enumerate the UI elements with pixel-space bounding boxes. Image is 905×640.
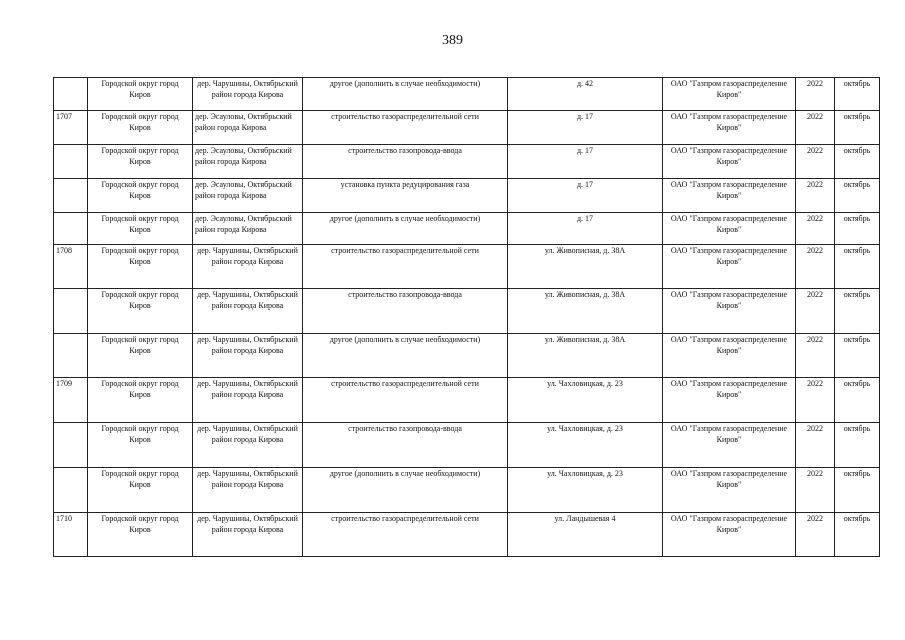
organization-cell: ОАО "Газпром газораспределение Киров" bbox=[663, 179, 796, 213]
municipality-cell: Городской округ город Киров bbox=[88, 513, 193, 557]
work-type-cell: строительство газопровода-ввода bbox=[303, 423, 508, 468]
organization-cell: ОАО "Газпром газораспределение Киров" bbox=[663, 378, 796, 423]
month-cell: октябрь bbox=[835, 423, 880, 468]
month-cell: октябрь bbox=[835, 289, 880, 334]
address-cell: д. 17 bbox=[508, 145, 663, 179]
locality-text: дер. Чарушины, Октябрьский район города Кирова bbox=[197, 424, 298, 444]
locality-text: дер. Чарушины, Октябрьский район города Кирова bbox=[197, 246, 298, 266]
year-cell: 2022 bbox=[796, 111, 835, 145]
locality-cell bbox=[193, 378, 303, 423]
table-row bbox=[54, 245, 880, 289]
row-number-cell: 1707 bbox=[54, 111, 88, 145]
locality-cell bbox=[193, 468, 303, 513]
table-row bbox=[54, 179, 880, 213]
address-cell: д. 17 bbox=[508, 213, 663, 245]
municipality-cell: Городской округ город Киров bbox=[88, 111, 193, 145]
row-number-cell bbox=[54, 289, 88, 334]
row-number-cell: 1709 bbox=[54, 378, 88, 423]
organization-cell: ОАО "Газпром газораспределение Киров" bbox=[663, 78, 796, 111]
row-number-cell bbox=[54, 179, 88, 213]
table-row bbox=[54, 378, 880, 423]
locality-cell bbox=[193, 179, 303, 213]
locality-cell bbox=[193, 423, 303, 468]
row-number-cell bbox=[54, 468, 88, 513]
month-cell: октябрь bbox=[835, 513, 880, 557]
locality-cell bbox=[193, 145, 303, 179]
row-number-cell: 1708 bbox=[54, 245, 88, 289]
municipality-cell: Городской округ город Киров bbox=[88, 245, 193, 289]
municipality-cell: Городской округ город Киров bbox=[88, 334, 193, 378]
work-type-cell: строительство газопровода-ввода bbox=[303, 289, 508, 334]
row-number-cell bbox=[54, 334, 88, 378]
municipality-cell: Городской округ город Киров bbox=[88, 145, 193, 179]
table-row bbox=[54, 213, 880, 245]
organization-cell: ОАО "Газпром газораспределение Киров" bbox=[663, 145, 796, 179]
table-row bbox=[54, 78, 880, 111]
year-cell: 2022 bbox=[796, 334, 835, 378]
year-cell: 2022 bbox=[796, 513, 835, 557]
address-cell: д. 17 bbox=[508, 179, 663, 213]
table-row bbox=[54, 468, 880, 513]
address-cell: ул. Живописная, д. 38А bbox=[508, 334, 663, 378]
month-cell: октябрь bbox=[835, 145, 880, 179]
locality-text: дер. Эсауловы, Октябрьский район города Кирова bbox=[195, 146, 292, 166]
table-row bbox=[54, 145, 880, 179]
organization-cell: ОАО "Газпром газораспределение Киров" bbox=[663, 245, 796, 289]
locality-cell bbox=[193, 111, 303, 145]
year-cell: 2022 bbox=[796, 423, 835, 468]
municipality-cell: Городской округ город Киров bbox=[88, 423, 193, 468]
address-cell: ул. Чахловицкая, д. 23 bbox=[508, 378, 663, 423]
table-body bbox=[54, 78, 880, 557]
year-cell: 2022 bbox=[796, 145, 835, 179]
locality-text: дер. Чарушины, Октябрьский район города Кирова bbox=[197, 79, 298, 99]
work-type-cell: другое (дополнить в случае необходимости) bbox=[303, 213, 508, 245]
table-row bbox=[54, 334, 880, 378]
organization-cell: ОАО "Газпром газораспределение Киров" bbox=[663, 111, 796, 145]
locality-cell bbox=[193, 245, 303, 289]
table-row bbox=[54, 111, 880, 145]
year-cell: 2022 bbox=[796, 468, 835, 513]
municipality-cell: Городской округ город Киров bbox=[88, 289, 193, 334]
row-number-cell bbox=[54, 78, 88, 111]
locality-text: дер. Чарушины, Октябрьский район города Кирова bbox=[197, 290, 298, 310]
organization-cell: ОАО "Газпром газораспределение Киров" bbox=[663, 213, 796, 245]
row-number-cell bbox=[54, 145, 88, 179]
locality-text: дер. Чарушины, Октябрьский район города Кирова bbox=[197, 335, 298, 355]
locality-text: дер. Чарушины, Октябрьский район города Кирова bbox=[197, 514, 298, 534]
locality-text: дер. Чарушины, Октябрьский район города Кирова bbox=[197, 469, 298, 489]
table-row bbox=[54, 423, 880, 468]
work-type-cell: строительство газораспределительной сети bbox=[303, 111, 508, 145]
work-type-cell: другое (дополнить в случае необходимости) bbox=[303, 334, 508, 378]
work-type-cell: другое (дополнить в случае необходимости) bbox=[303, 468, 508, 513]
year-cell: 2022 bbox=[796, 78, 835, 111]
locality-text: дер. Эсауловы, Октябрьский район города Кирова bbox=[195, 214, 292, 234]
work-type-cell: строительство газораспределительной сети bbox=[303, 245, 508, 289]
municipality-cell: Городской округ город Киров bbox=[88, 78, 193, 111]
address-cell: ул. Живописная, д. 38А bbox=[508, 245, 663, 289]
work-type-cell: строительство газопровода-ввода bbox=[303, 145, 508, 179]
month-cell: октябрь bbox=[835, 78, 880, 111]
table-row bbox=[54, 513, 880, 557]
row-number-cell bbox=[54, 423, 88, 468]
work-type-cell: другое (дополнить в случае необходимости) bbox=[303, 78, 508, 111]
locality-cell bbox=[193, 513, 303, 557]
municipality-cell: Городской округ город Киров bbox=[88, 378, 193, 423]
municipality-cell: Городской округ город Киров bbox=[88, 213, 193, 245]
locality-cell bbox=[193, 334, 303, 378]
address-cell: д. 42 bbox=[508, 78, 663, 111]
work-type-cell: строительство газораспределительной сети bbox=[303, 513, 508, 557]
locality-text: дер. Эсауловы, Октябрьский район города Кирова bbox=[195, 112, 292, 132]
municipality-cell: Городской округ город Киров bbox=[88, 179, 193, 213]
locality-text: дер. Эсауловы, Октябрьский район города Кирова bbox=[195, 180, 292, 200]
address-cell: ул. Чахловицкая, д. 23 bbox=[508, 468, 663, 513]
data-table bbox=[53, 77, 880, 557]
locality-text: дер. Чарушины, Октябрьский район города Кирова bbox=[197, 379, 298, 399]
organization-cell: ОАО "Газпром газораспределение Киров" bbox=[663, 513, 796, 557]
month-cell: октябрь bbox=[835, 179, 880, 213]
address-cell: ул. Чахловицкая, д. 23 bbox=[508, 423, 663, 468]
month-cell: октябрь bbox=[835, 334, 880, 378]
month-cell: октябрь bbox=[835, 468, 880, 513]
address-cell: ул. Ландышевая 4 bbox=[508, 513, 663, 557]
year-cell: 2022 bbox=[796, 213, 835, 245]
work-type-cell: строительство газораспределительной сети bbox=[303, 378, 508, 423]
year-cell: 2022 bbox=[796, 378, 835, 423]
table-row bbox=[54, 289, 880, 334]
page-number: 389 bbox=[442, 33, 463, 48]
year-cell: 2022 bbox=[796, 245, 835, 289]
year-cell: 2022 bbox=[796, 179, 835, 213]
organization-cell: ОАО "Газпром газораспределение Киров" bbox=[663, 289, 796, 334]
address-cell: ул. Живописная, д. 38А bbox=[508, 289, 663, 334]
row-number-cell: 1710 bbox=[54, 513, 88, 557]
municipality-cell: Городской округ город Киров bbox=[88, 468, 193, 513]
year-cell: 2022 bbox=[796, 289, 835, 334]
month-cell: октябрь bbox=[835, 245, 880, 289]
locality-cell bbox=[193, 289, 303, 334]
organization-cell: ОАО "Газпром газораспределение Киров" bbox=[663, 334, 796, 378]
row-number-cell bbox=[54, 213, 88, 245]
locality-cell bbox=[193, 213, 303, 245]
month-cell: октябрь bbox=[835, 111, 880, 145]
month-cell: октябрь bbox=[835, 378, 880, 423]
work-type-cell: установка пункта редуцирования газа bbox=[303, 179, 508, 213]
locality-cell bbox=[193, 78, 303, 111]
address-cell: д. 17 bbox=[508, 111, 663, 145]
organization-cell: ОАО "Газпром газораспределение Киров" bbox=[663, 423, 796, 468]
organization-cell: ОАО "Газпром газораспределение Киров" bbox=[663, 468, 796, 513]
month-cell: октябрь bbox=[835, 213, 880, 245]
